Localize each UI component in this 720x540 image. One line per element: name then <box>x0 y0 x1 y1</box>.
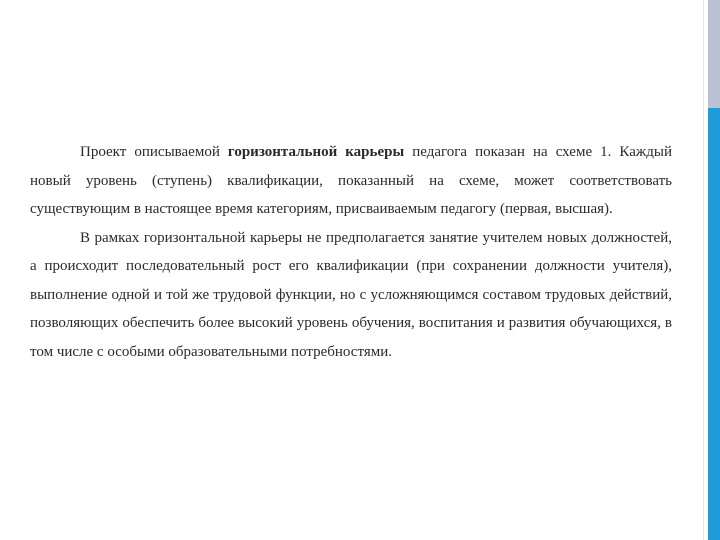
paragraph-1-bold-term: горизонтальной карьеры <box>227 144 405 160</box>
paragraph-2: В рамках горизонтальной карьеры не предполагается занятие учителем новых должностей, а происходит последовательный рост его квалификации (при сохранении должности учителя), выполнение одной и той же трудовой функции, но с усложняющимся составом трудовых действий, позволяющих обеспечить более высокий уровень обучения, воспитания и развития обучающихся, в том числе с особыми образовательными потребностями. <box>30 229 672 360</box>
accent-bar-top <box>708 0 720 108</box>
paragraph-1 <box>30 138 672 224</box>
paragraph-1-start: Проект описываемой <box>80 144 228 160</box>
slide-body-text <box>30 138 672 366</box>
paragraph-1-end: педагога показан на схеме 1. Каждый новый уровень (ступень) квалификации, показанный на схеме, может соответствовать существующим в настоящее время категориям, присваиваемым педагогу (первая, высшая). <box>30 144 672 217</box>
accent-bar-bottom <box>708 108 720 540</box>
